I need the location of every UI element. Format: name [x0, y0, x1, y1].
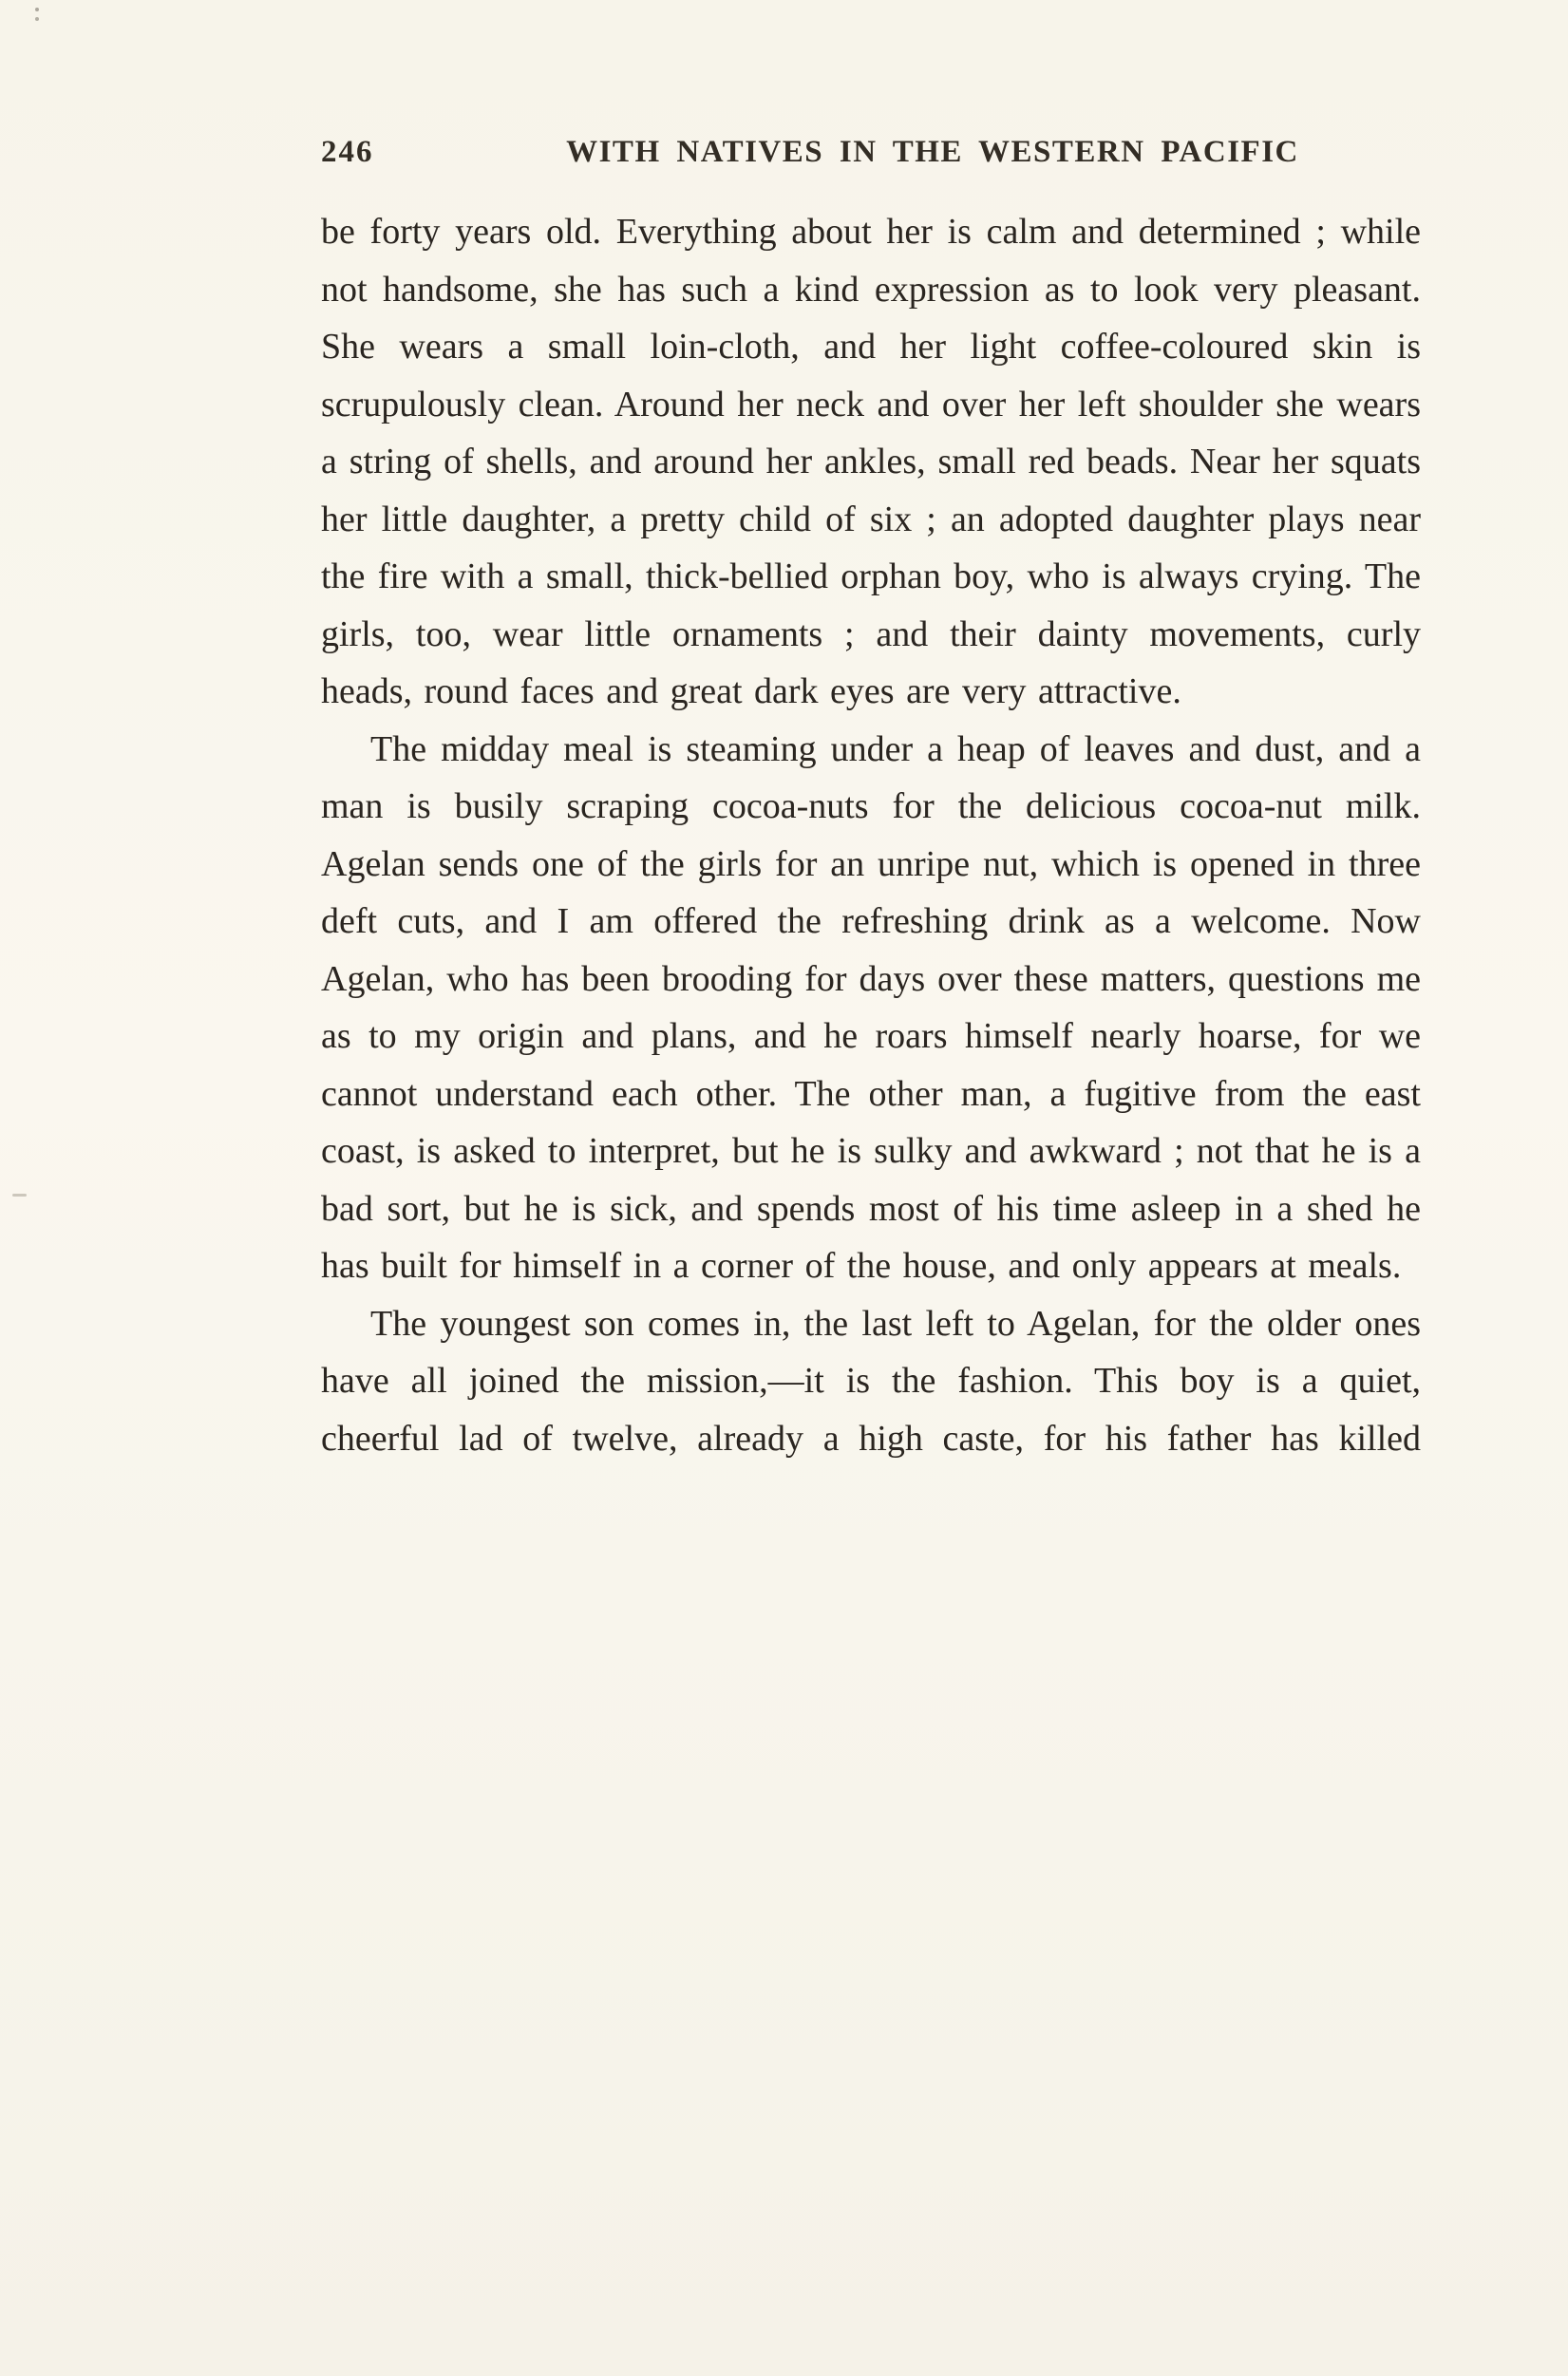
paragraph: The youngest son comes in, the last left to Agelan, for the older ones have all joined the mission,—it is the fashion. This boy is a quiet, cheerful lad of twelve, already a high caste, for his father has killed: [321, 1303, 1421, 1459]
paragraph: The midday meal is steaming under a heap of leaves and dust, and a man is busily scraping cocoa-nuts for the delicious cocoa-nut milk. Agelan sends one of the girls for an unripe nut, which is opened in three deft cuts, and I am offered the refreshing drink as a welcome. Now Agelan, who has been brooding for days over these matters, questions me as to my origin and plans, and he roars himself nearly hoarse, for we cannot understand each other. The other man, a fugitive from the east coast, is asked to interpret, but he is sulky and awkward ; not that he is a bad sort, but he is sick, and spends most of his time asleep in a shed he has built for himself in a corner of the house, and only appears at meals.: [321, 728, 1421, 1286]
paragraph: be forty years old. Everything about her is calm and determined ; while not handsome, she has such a kind expression as to look very pleasant. She wears a small loin-cloth, and her light coffee-coloured skin is scrupulously clean. Around her neck and over her left shoulder she wears a string of shells, and around her ankles, small red beads. Near her squats her little daughter, a pretty child of six ; an adopted daughter plays near the fire with a small, thick-bellied orphan boy, who is always crying. The girls, too, wear little ornaments ; and their dainty movements, curly heads, round faces and great dark eyes are very attractive.: [321, 212, 1421, 711]
text-block: [321, 203, 1421, 1467]
running-title: WITH NATIVES IN THE WESTERN PACIFIC: [566, 135, 1299, 169]
scan-artifact: [12, 1194, 27, 1197]
page-header: [321, 135, 1421, 170]
page-number: 246: [321, 135, 374, 169]
scan-artifact: [35, 8, 39, 11]
